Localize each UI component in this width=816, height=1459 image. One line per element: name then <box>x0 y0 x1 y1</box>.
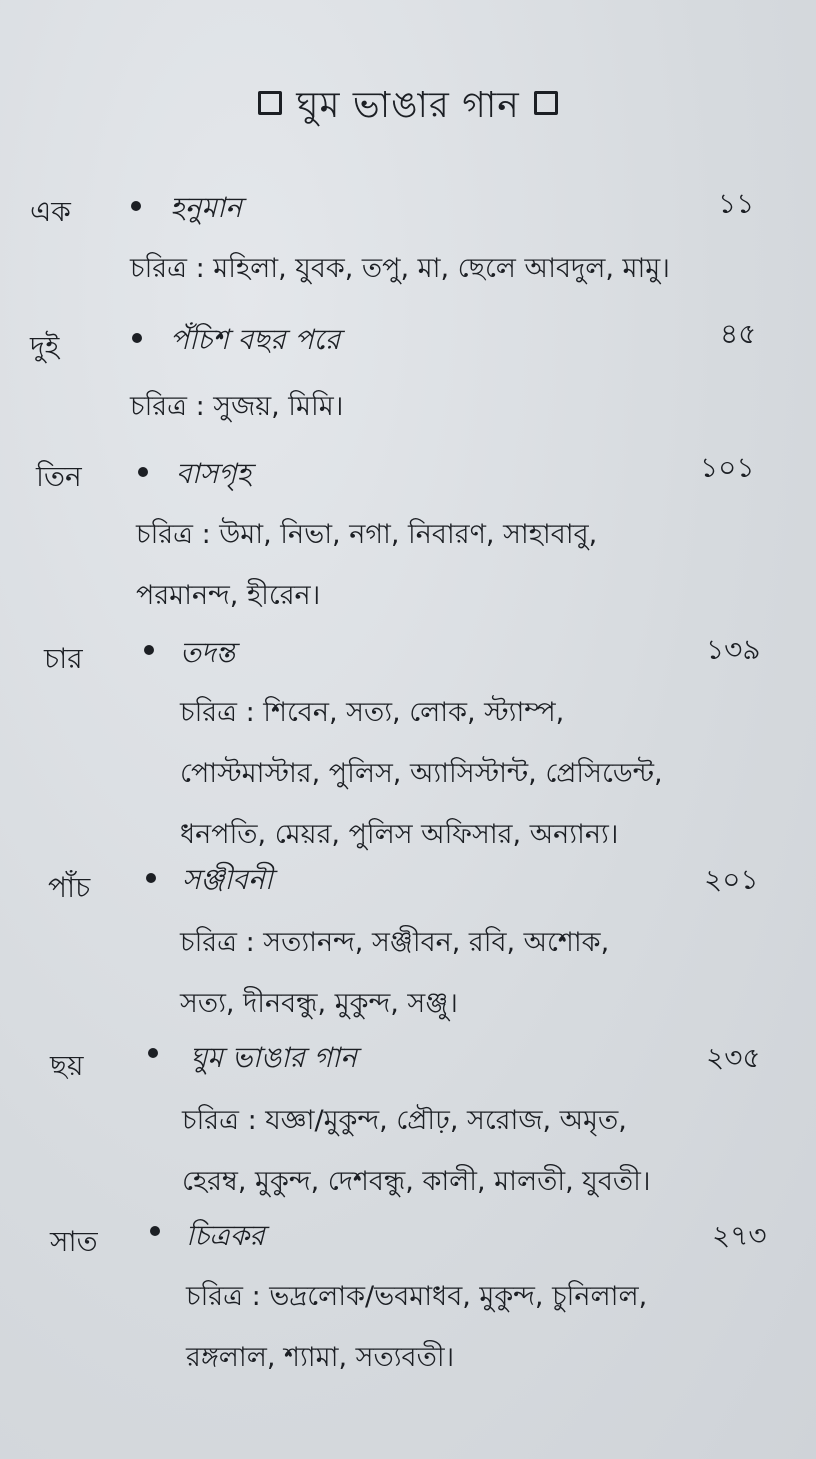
bullet-icon <box>138 467 148 477</box>
entry-number: পাঁচ <box>48 871 91 904</box>
entry-page-number: ৪৫ <box>720 317 757 350</box>
entry-number: তিন <box>36 460 82 493</box>
square-bullet-icon <box>534 91 558 115</box>
entry-characters <box>130 238 670 299</box>
characters-line: চরিত্র : শিবেন, সত্য, লোক, স্ট্যাম্প, <box>180 697 565 728</box>
page-title-row <box>0 78 816 138</box>
entry-number: সাত <box>50 1225 98 1258</box>
bullet-icon <box>131 201 141 211</box>
characters-line: চরিত্র : যজ্ঞা/মুকুন্দ, প্রৌঢ়, সরোজ, অমৃত, <box>182 1105 627 1136</box>
bullet-icon <box>146 873 156 883</box>
entry-page-number: ২০১ <box>704 863 759 896</box>
entry-title: হনুমান <box>170 191 242 224</box>
page-title: ঘুম ভাঙার গান <box>296 85 520 126</box>
characters-line: চরিত্র : সুজয়, মিমি। <box>130 391 344 422</box>
entry-title: বাসগৃহ <box>176 457 252 490</box>
bullet-icon <box>144 645 154 655</box>
entry-page-number: ১৩৯ <box>706 633 761 666</box>
entry-characters <box>180 682 663 865</box>
entry-page-number: ২৩৫ <box>706 1041 761 1074</box>
characters-line: চরিত্র : ভদ্রলোক/ভবমাধব, মুকুন্দ, চুনিলাল, <box>186 1281 648 1312</box>
bullet-icon <box>132 333 142 343</box>
characters-line: সত্য, দীনবন্ধু, মুকুন্দ, সঞ্জু। <box>180 988 458 1019</box>
entry-number: ছয় <box>50 1049 84 1082</box>
entry-characters <box>186 1266 647 1388</box>
characters-line: পোস্টমাস্টার, পুলিস, অ্যাসিস্টান্ট, প্রেসিডেন্ট, <box>180 758 663 789</box>
entry-title: সঞ্জীবনী <box>182 863 273 896</box>
entry-page-number: ১০১ <box>700 451 755 484</box>
entry-number: এক <box>30 195 71 228</box>
bullet-icon <box>150 1226 160 1236</box>
characters-line: হেরম্ব, মুকুন্দ, দেশবন্ধু, কালী, মালতী, যুবতী। <box>182 1166 651 1197</box>
entry-number: চার <box>44 642 83 675</box>
entry-characters <box>182 1090 651 1212</box>
characters-line: ধনপতি, মেয়র, পুলিস অফিসার, অন্যান্য। <box>180 819 619 850</box>
characters-line: চরিত্র : উমা, নিভা, নগা, নিবারণ, সাহাবাবু, <box>136 519 598 550</box>
entry-characters <box>180 912 609 1034</box>
entry-page-number: ১১ <box>718 187 755 220</box>
characters-line: রঙ্গলাল, শ্যামা, সত্যবতী। <box>186 1342 455 1373</box>
entry-characters <box>136 504 597 626</box>
entry-characters <box>130 376 343 437</box>
bullet-icon <box>148 1048 158 1058</box>
entry-title: পঁচিশ বছর পরে <box>170 323 341 356</box>
characters-line: চরিত্র : সত্যানন্দ, সঞ্জীবন, রবি, অশোক, <box>180 927 610 958</box>
entry-title: চিত্রকর <box>186 1219 265 1252</box>
characters-line: পরমানন্দ, হীরেন। <box>136 580 321 611</box>
entry-title: ঘুম ভাঙার গান <box>190 1041 357 1074</box>
entry-title: তদন্ত <box>180 636 236 669</box>
entry-number: দুই <box>30 330 60 363</box>
square-bullet-icon <box>258 91 282 115</box>
characters-line: চরিত্র : মহিলা, যুবক, তপু, মা, ছেলে আবদুল, মামু। <box>130 253 670 284</box>
entry-page-number: ২৭৩ <box>712 1219 767 1252</box>
